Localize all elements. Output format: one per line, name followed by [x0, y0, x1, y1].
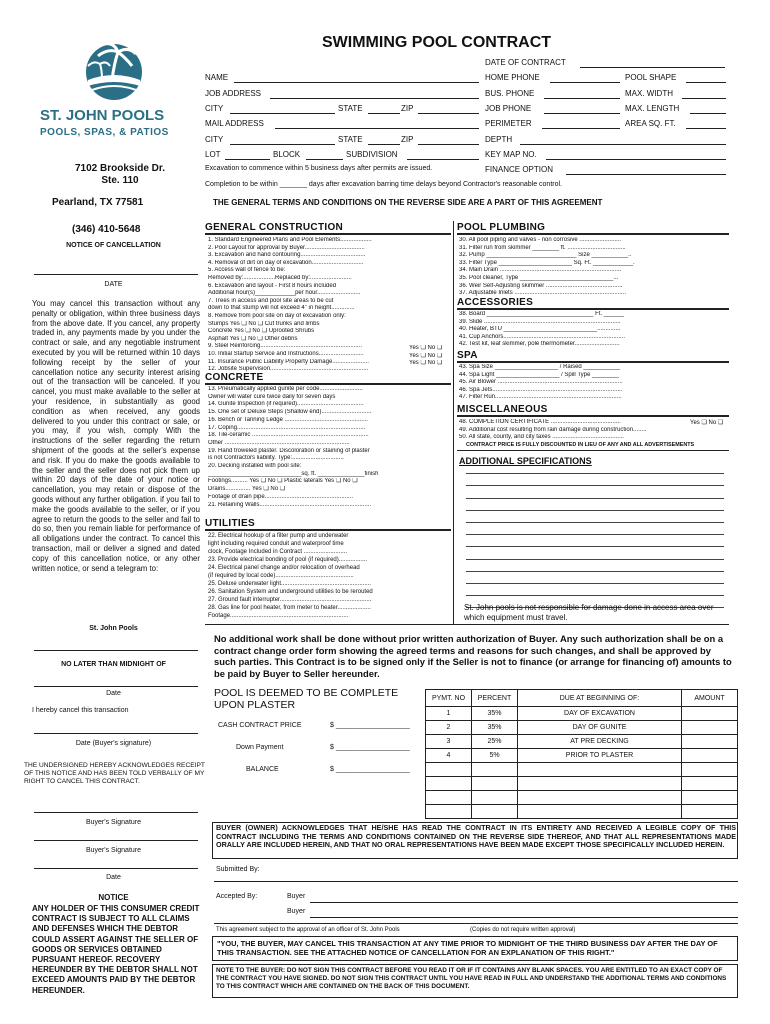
completion-cert-yesno[interactable]: Yes ❏ No ❏ [690, 420, 724, 426]
cancel-rights-box [212, 936, 738, 961]
plumbing-list: 30. All pool piping and valves - non corrosive ......................... 31. Filter run from skimmer ________ ft. ................................... 32. Pump ___________________________ Size ___________.. 33. Filter Type ______________________ Sq. Ft. ____________. 34. Main Drain ......................................................................... 35. Pool cleaner, Type ____________________________... 36. Weir Self-Adjusting skimmer .............................................. 37. Adjustable Inlets ................................................................... [459, 237, 635, 297]
cancel-rights-text: "YOU, THE BUYER, MAY CANCEL THIS TRANSACTION AT ANY TIME PRIOR TO MIDNIGHT OF THE THIRD BUSINESS DAY AFTER THE DAY OF THIS TRANSACTION. SEE THE ATTACHED NOTICE OF CANCELLATION FOR AN EXPLANATION OF THIS RIGHT." [217, 939, 718, 958]
logo-name: ST. JOHN POOLS [40, 107, 165, 124]
cancel-date-label: DATE [104, 281, 123, 288]
address-line2: Ste. 110 [101, 175, 139, 186]
finance-option-line[interactable] [566, 174, 726, 175]
buyer-date-line[interactable] [34, 733, 198, 734]
gc-item: 10. Initial Startup Service and Instructions........................... [208, 350, 364, 357]
home-phone-line[interactable] [550, 82, 620, 83]
table-row: 2 35% DAY OF GUNITE [426, 721, 738, 735]
zip-line[interactable] [418, 113, 479, 114]
no-later-than: NO LATER THAN MIDNIGHT OF [61, 661, 166, 668]
officer-approval: This agreement subject to the approval of an officer of St. John Pools [216, 927, 400, 933]
pool-shape-label: POOL SHAPE [625, 73, 677, 82]
holder-notice: ANY HOLDER OF THIS CONSUMER CREDIT CONTRACT IS SUBJECT TO ALL CLAIMS AND DEFENSES WHICH THE DEBTOR COULD ASSERT AGAINST THE SELLER OF GOODS OR SERVICES OBTAINED PURSUANT HEREOF. RECOVERY HEREUNDER BY THE DEBTOR SHALL NOT EXCEED AMOUNTS PAID BY THE DEBTOR HEREUNDER. [32, 904, 200, 995]
buyer-signature2-line[interactable] [34, 840, 198, 841]
subdivision-label: SUBDIVISION [346, 150, 398, 159]
date-of-contract-line[interactable] [580, 67, 725, 68]
final-date-label: Date [106, 874, 121, 881]
mail-address-line[interactable] [275, 128, 479, 129]
max-length-label: MAX. LENGTH [625, 104, 680, 113]
lot-line[interactable] [225, 159, 270, 160]
perimeter-line[interactable] [542, 128, 620, 129]
job-address-line[interactable] [270, 98, 479, 99]
excavation-note: Excavation to commence within 5 business days after permits are issued. [205, 165, 433, 172]
bus-phone-line[interactable] [544, 98, 620, 99]
accessories-list: 38. Board ________________________________ Ft. ______ 39. Slide .................................................................................. 40. Heater, BTU ____________________________.............. 41. Cup Anchors......................................................................... 42. Test kit, leaf skimmer, pole thermometer........................... [459, 311, 626, 348]
buyer1-label: Buyer [287, 893, 306, 900]
job-phone-label: JOB PHONE [485, 104, 532, 113]
gc-item: Concrete Yes ❏ No ❏ Uprooted Shrubs [208, 328, 315, 335]
no-additional-work: No additional work shall be done without prior written authorization of Buyer. Any such authorization shall be on a contract change order form showing the agreed terms and reasons for such changes, and shall be approved by such parties. This Contract is to be signed only if the Seller is not to finance (or arrange for financing of) amounts to be paid by Buyer to Seller hereunder. [214, 633, 732, 679]
gc-item: 11. Insurance Public Liability Property Damage...................... [208, 358, 369, 365]
general-terms-banner: THE GENERAL TERMS AND CONDITIONS ON THE REVERSE SIDE ARE A PART OF THIS AGREEMENT [213, 198, 603, 207]
company-phone: (346) 410-5648 [72, 224, 141, 235]
block-line[interactable] [306, 159, 343, 160]
midnight-date-label: Date [106, 690, 121, 697]
logo-tagline: POOLS, SPAS, & PATIOS [40, 127, 169, 138]
midnight-date-line[interactable] [34, 686, 198, 687]
bus-phone-label: BUS. PHONE [485, 89, 535, 98]
pool-complete: POOL IS DEEMED TO BE COMPLETE UPON PLASTER [214, 687, 399, 711]
gc-item: 5. Access wall of fence to be: [208, 267, 286, 274]
notice-heading: NOTICE [98, 893, 129, 902]
recipient-line[interactable] [34, 650, 198, 651]
hereby-cancel: I hereby cancel this transaction [32, 707, 129, 714]
gc-item: 8. Remove from pool site on day of excavation only: [208, 312, 346, 319]
cash-price-label: CASH CONTRACT PRICE [218, 722, 302, 729]
acknowledgement-text: BUYER (OWNER) ACKNOWLEDGES THAT HE/SHE HAS READ THE CONTRACT IN ITS ENTIRETY AND RECEIVED A LEGIBLE COPY OF THIS CONTRACT INCLUDING THE TERMS AND CONDITIONS CONTAINED ON THE REVERSE SIDE THEREOF, AND THAT ALL REPRESENTATIONS MADE ORALLY ARE INCLUDED HEREIN, AND THAT NO ORAL REPRESENTATIONS HAVE BEEN MADE EXCEPT THOSE SPECIFICALLY INCLUDED HEREIN. [216, 823, 736, 850]
city2-line[interactable] [230, 144, 335, 145]
max-width-label: MAX. WIDTH [625, 89, 673, 98]
gc-item: Asphalt Yes ❏ No ❏ Other debris [208, 335, 298, 342]
key-map-line[interactable] [546, 159, 726, 160]
general-construction-list [208, 237, 408, 374]
spa-heading: SPA [457, 350, 729, 363]
gc-item: 4. Removal of dirt on day of excavation............................... [208, 259, 364, 266]
copies-note: (Copies do not require written approval) [470, 927, 576, 933]
key-map-label: KEY MAP NO. [485, 150, 537, 159]
buyer2-line[interactable] [310, 917, 738, 918]
balance-label: BALANCE [246, 766, 279, 773]
city-label: CITY [205, 104, 224, 113]
column-divider [453, 221, 454, 624]
table-row: 4 5% PRIOR TO PLASTER [426, 749, 738, 763]
block-label: BLOCK [273, 150, 301, 159]
lot-label: LOT [205, 150, 221, 159]
home-phone-label: HOME PHONE [485, 73, 540, 82]
page-title: SWIMMING POOL CONTRACT [322, 34, 552, 51]
table-row: 1 35% DAY OF EXCAVATION [426, 707, 738, 721]
job-address-label: JOB ADDRESS [205, 89, 262, 98]
mail-address-label: MAIL ADDRESS [205, 119, 264, 128]
cancel-date-line[interactable] [34, 274, 198, 275]
depth-label: DEPTH [485, 135, 513, 144]
submitted-by-label: Submitted By: [216, 866, 260, 873]
state2-label: STATE [338, 135, 363, 144]
perimeter-label: PERIMETER [485, 119, 532, 128]
completion-note: Completion to be within _______ days after excavation barring time delays beyond Contractor's reasonable control. [205, 181, 562, 188]
pool-plumbing-heading: POOL PLUMBING [457, 222, 729, 235]
officer-line[interactable] [214, 923, 738, 924]
area-label: AREA SQ. FT. [625, 119, 676, 128]
name-label: NAME [205, 73, 229, 82]
acknowledgement-box [212, 822, 738, 859]
job-phone-line[interactable] [544, 113, 620, 114]
zip2-label: ZIP [401, 135, 414, 144]
table-row: 3 25% AT PRE DECKING [426, 735, 738, 749]
discount-note: CONTRACT PRICE IS FULLY DISCOUNTED IN LIEU OF ANY AND ALL ADVERTISEMENTS [466, 442, 695, 448]
accessories-heading: ACCESSORIES [457, 297, 729, 310]
zip2-line[interactable] [418, 144, 479, 145]
subdivision-line[interactable] [407, 159, 479, 160]
cash-price-field[interactable]: $ ___________________ [330, 722, 410, 729]
spa-list: 43. Spa Size ___________________ / Raised ___________ 44. Spa Light ___________________ / Spill Type ________ 45. Air Blower ........................................................................... 46. Spa Jets.............................................................................. 47. Filter Run............................................................................ [459, 364, 623, 401]
max-width-line[interactable] [682, 98, 726, 99]
gc-item: 6. Excavation and layout - First 8 hours included [208, 282, 337, 289]
down-payment-field[interactable]: $ ___________________ [330, 744, 410, 751]
gc-item: 7. Trees in access and pool site areas to be cut [208, 297, 334, 304]
payment-schedule-table: PYMT. NO PERCENT DUE AT BEGINNING OF: AMOUNT 1 35% DAY OF EXCAVATION 2 35% DAY OF GUNITE 3 25% AT PRE DECKING 4 5% PRIOR TO PLASTER [425, 689, 738, 819]
buyer-signature1-label: Buyer's Signature [85, 819, 142, 826]
concrete-heading: CONCRETE [205, 372, 451, 385]
gc-item: down to that stump will not exceed 4" in height.............. [208, 305, 355, 312]
st-john-recipient: St. John Pools [89, 625, 138, 632]
depth-line[interactable] [520, 144, 726, 145]
general-construction-heading: GENERAL CONSTRUCTION [205, 222, 451, 235]
buyer-date-label: Date (Buyer's signature) [75, 740, 152, 747]
gc-item: Additional hour(s)____________per hour.......................... [208, 290, 361, 297]
buyer-signature2-label: Buyer's Signature [85, 847, 142, 854]
note-to-buyer-box [212, 964, 738, 998]
buyer1-line[interactable] [310, 902, 738, 903]
gc-item: 3. Excavation and hand contouring....................................... [208, 252, 366, 259]
state-label: STATE [338, 104, 363, 113]
down-payment-label: Down Payment [236, 744, 284, 751]
city-line[interactable] [230, 113, 335, 114]
miscellaneous-heading: MISCELLANEOUS [457, 404, 729, 417]
cancellation-body: You may cancel this transaction without any penalty or obligation, within three business days from the above date. If you cancel, any property traded in, any payments made by you under the contract or sale, and any negotiable instrument executed by you will be returned within 10 days following receipt by the seller of your cancellation notice any security interest arising out of the transaction will be canceled. If you cancel, you must make available to the seller at your residence, in substantially as good condition as when received, any goods delivered to you under this contract or sale, or you may, if you wish, comply With the instructions of the seller regarding the return shipment of the goods at the seller's expense and risk. If you do make the goods available to the seller and the seller does not pick them up within 20 days of the date of your notice or cancellation, you may retain or dispose of the goods without any further obligation. if you fail to make the goods available to the seller, or if you agree to return the goods to the seller and fail to do so, then you remain liable for performance of all obligations under the contract. To cancel this transaction, mail or deliver a signed and dated copy of this cancellation notice, or any other written notice, or send a telegram to: [32, 299, 200, 573]
address-city: Pearland, TX 77581 [52, 197, 144, 208]
gc-item: 1. Standard Engineered Plans and Pool Elements................... [208, 237, 372, 243]
finance-option-label: FINANCE OPTION [485, 165, 554, 174]
buyer-signature1-line[interactable] [34, 812, 198, 813]
state2-line[interactable] [368, 144, 400, 145]
palm-logo-icon [74, 40, 154, 102]
acknowledges-receipt: THE UNDERSIGNED HEREBY ACKNOWLEDGES RECEIPT OF THIS NOTICE AND HAS BEEN TOLD VERBALLY OF MY RIGHT TO CANCEL THIS CONTRACT. [24, 762, 205, 785]
pool-shape-line[interactable] [686, 82, 726, 83]
utilities-heading: UTILITIES [205, 518, 451, 531]
name-line[interactable] [234, 82, 479, 83]
state-line[interactable] [368, 113, 400, 114]
buyer2-label: Buyer [287, 908, 306, 915]
gc-item: 2. Pool Layout for approval by Buyer.................................... [208, 244, 365, 251]
additional-specs-lines[interactable] [466, 462, 724, 608]
address-line1: 7102 Brookside Dr. [74, 163, 166, 174]
zip-label: ZIP [401, 104, 414, 113]
city2-label: CITY [205, 135, 224, 144]
gc-item: Stumps Yes ❏ No ❏ Cut trunks and limbs [208, 320, 320, 327]
concrete-list: 13. Pneumatically applied gunite per code.......................... Owner will water cure twice daily for seven days 14. Gunite Inspection (if required)........................................ 15. One set of Deluxe Steps (Shallow end).............................. 16. Bench or Tanning Ledge .................................................. 17. Coping............................................................................. 18. Tile-ceramic ...................................................................... Other ........................................................................... 19. Hand troweled plaster. Discoloration or staining of plaster is not Contractors liability. Type:............................... 20. Decking installed with pool site: ____________________________sq. ft. ______________finish Footings.......... Yes ❏ No ❏ Plastic laterals Yes ❏ No ❏ Drains............... Yes ❏ No ❏ Footage of drain pipe..................................................... 21. Retaining Walls................................................................... [208, 386, 379, 508]
balance-field[interactable]: $ ___________________ [330, 766, 410, 773]
gc-item: Removed by:...................Replaced by:......................... [208, 274, 352, 281]
additional-specs-heading: ADDITIONAL SPECIFICATIONS [459, 456, 592, 466]
notice-cancellation-heading: NOTICE OF CANCELLATION [66, 242, 161, 249]
gc-item: 9. Steel Reinforcing............................................................. [208, 343, 363, 350]
area-line[interactable] [686, 128, 726, 129]
accepted-by-label: Accepted By: [216, 893, 258, 900]
final-date-line[interactable] [34, 868, 198, 869]
access-disclaimer: St. John pools is not responsible for damage done in access area over which equipment must travel. [464, 603, 714, 622]
gc-item: 12. Jobsite Supervision........................................................... [208, 366, 369, 373]
gc-yesno[interactable]: Yes ❏ No ❏ Yes ❏ No ❏ Yes ❏ No ❏ [409, 345, 443, 367]
utilities-list: 22. Electrical hookup of a filter pump and underwater light including required conduit and waterproof time clock, Footage Included in Contract .......................... 23. Provide electrical bonding of pool (if required)................. 24. Electrical panel change and/or relocation of overhead (if required by local code)............................................... 25. Deluxe underwater light...................................................... 26. Sanitation System and underground utilities to be rerouted 27. Ground fault interrupter....................................................... 28. Gas line for pool heater, from meter to heater.................... Footage....................................................................... [208, 533, 373, 619]
date-of-contract-label: DATE OF CONTRACT [485, 58, 566, 67]
submitted-by-line[interactable] [214, 881, 738, 882]
misc-list: 48. COMPLETION CERTIFICATE .......................................... 49. Additional cost resulting from rain damage during construction........ 50. All state, county, and city taxes ........................................... [459, 419, 647, 441]
max-length-line[interactable] [690, 113, 726, 114]
note-to-buyer-text: NOTE TO THE BUYER: DO NOT SIGN THIS CONTRACT BEFORE YOU READ IT OR IF IT CONTAINS ANY BLANK SPACES. YOU ARE ENTITLED TO AN EXACT COPY OF THE CONTRACT YOU HAVE SIGNED. DO NOT SIGN THIS CONTRACT UNTIL YOU HAVE READ IN FULL AND UNDERSTAND THE ADDITIONAL TERMS AND CONDITIONS TO THIS CONTRACT WHICH ARE CONTAINED ON THE BACK OF THIS DOCUMENT. [216, 967, 727, 991]
